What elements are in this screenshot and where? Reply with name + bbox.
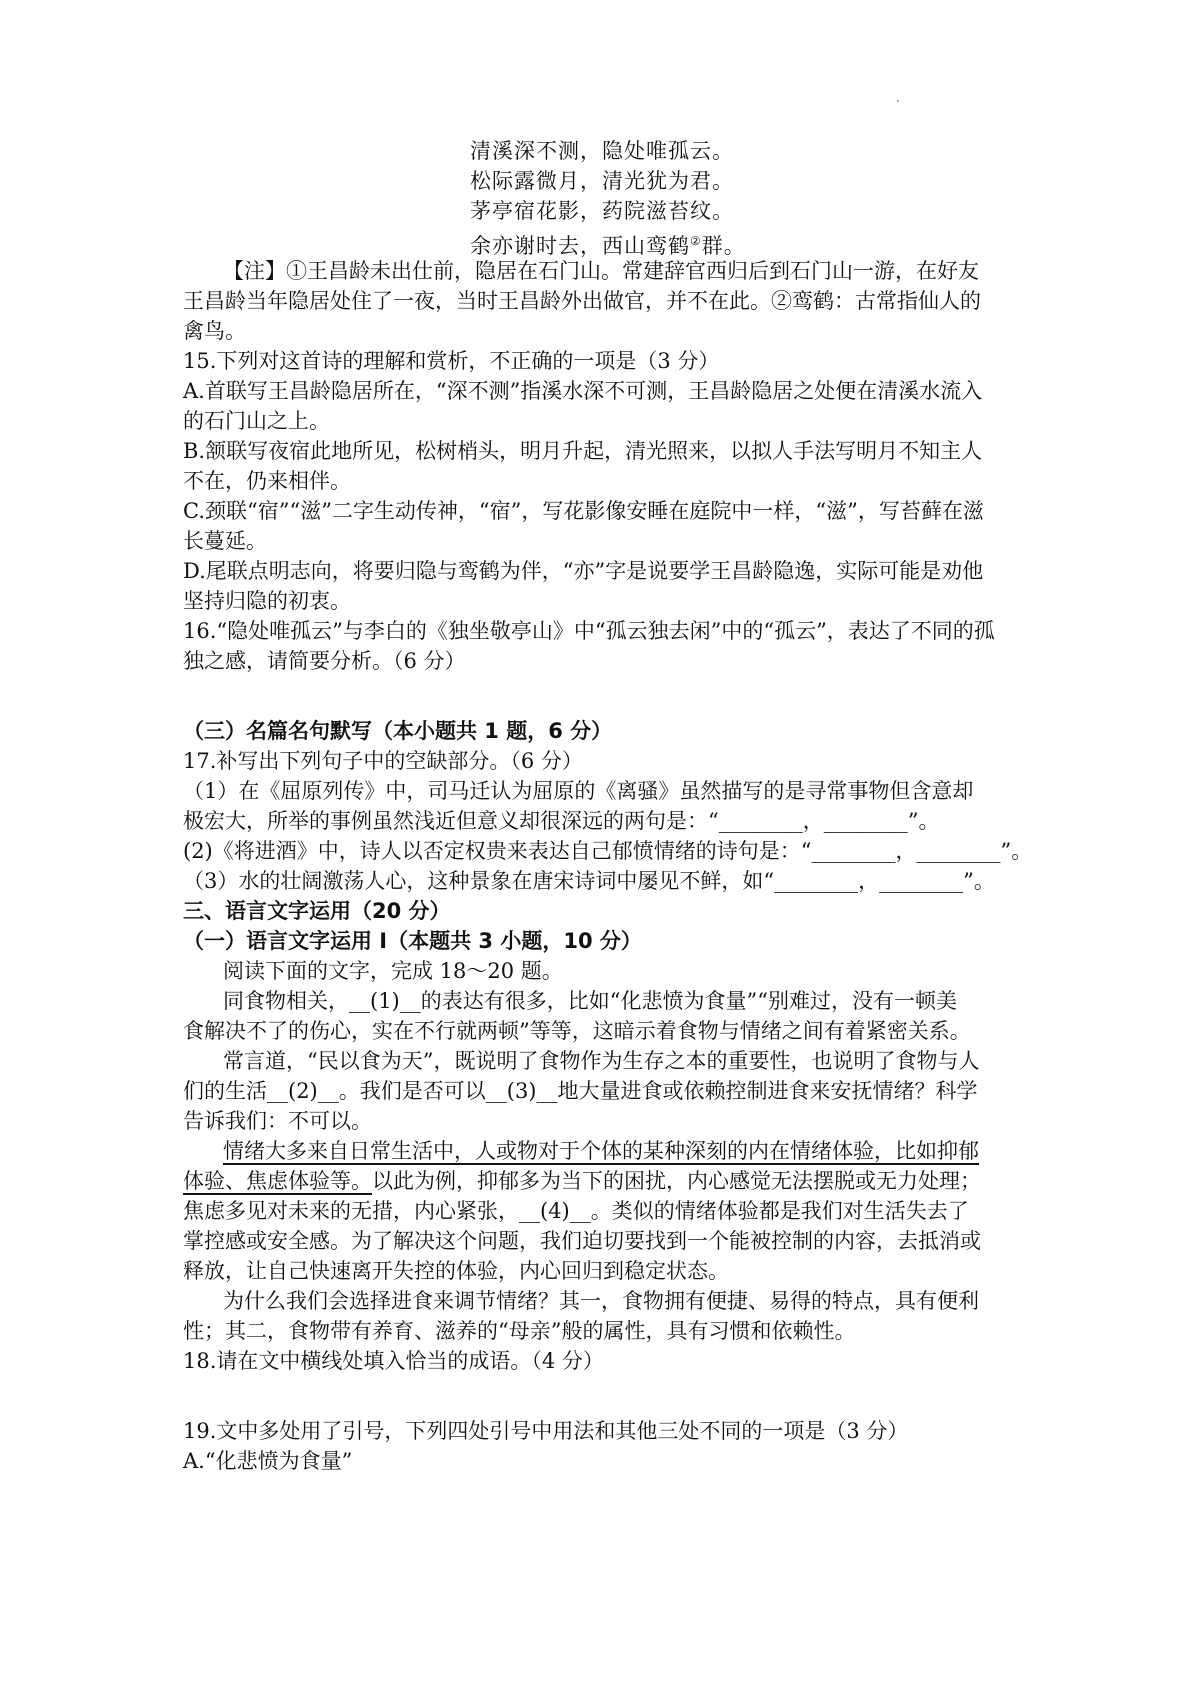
section-heading-language-use: 三、语言文字运用（20 分）	[183, 899, 451, 923]
q15-option-b-1: B.颔联写夜宿此地所见，松树梢头，明月升起，清光照来，以拟人手法写明月不知主人	[183, 439, 983, 463]
q17-part-1-b: 极宏大，所举的事例虽然浅近但意义却很深远的两句是：“________，________”。	[183, 809, 940, 833]
passage-intro: 阅读下面的文字，完成 18～20 题。	[223, 959, 563, 983]
passage-p4-b: 性；其二，食物带有养育、滋养的“母亲”般的属性，具有习惯和依赖性。	[183, 1319, 856, 1343]
note-line-1: 【注】①王昌龄未出仕前，隐居在石门山。常建辞官西归后到石门山一游，在好友	[223, 259, 979, 283]
q17-part-2: (2)《将进酒》中，诗人以否定权贵来表达自己郁愤情绪的诗句是：“________，________”。	[183, 839, 1033, 863]
passage-p4-a: 为什么我们会选择进食来调节情绪？其一，食物拥有便捷、易得的特点，具有便利	[223, 1289, 979, 1313]
passage-p3-a-underlined: 情绪大多来自日常生活中，人或物对于个体的某种深刻的内在情绪体验，比如抑郁	[223, 1139, 979, 1163]
note-line-3: 禽鸟。	[183, 319, 246, 343]
scan-speck	[897, 100, 899, 102]
poem-line-4-text: 余亦谢时去，西山鸾鹤	[470, 234, 690, 258]
passage-p2-b: 们的生活__(2)__。我们是否可以__(3)__地大量进食或依赖控制进食来安抚情绪？科学	[183, 1079, 978, 1103]
passage-p3-e: 释放，让自己快速离开失控的体验，内心回归到稳定状态。	[183, 1259, 729, 1283]
q17-part-1-a: （1）在《屈原列传》中，司马迁认为屈原的《离骚》虽然描写的是寻常事物但含意却	[183, 779, 974, 803]
subsection-heading-language-use-1: （一）语言文字运用 I（本题共 3 小题，10 分）	[183, 929, 642, 953]
passage-p1-a: 同食物相关，__(1)__的表达有很多，比如“化悲愤为食量”“别难过，没有一顿美	[223, 989, 957, 1013]
q15-option-c-2: 长蔓延。	[183, 529, 267, 553]
q16-line-1: 16.“隐处唯孤云”与李白的《独坐敬亭山》中“孤云独去闲”中的“孤云”，表达了不同的孤	[183, 619, 995, 643]
poem-line-3: 茅亭宿花影，药院滋苔纹。	[470, 199, 734, 223]
q18-stem: 18.请在文中横线处填入恰当的成语。（4 分）	[183, 1349, 604, 1373]
q15-option-a-2: 的石门山之上。	[183, 409, 330, 433]
passage-p3-b	[183, 1166, 1043, 1196]
poem-line-4-end: 群。	[701, 234, 746, 258]
q19-stem: 19.文中多处用了引号，下列四处引号中用法和其他三处不同的一项是（3 分）	[183, 1419, 909, 1443]
footnote-marker: ②	[690, 234, 702, 248]
q16-line-2: 独之感，请简要分析。（6 分）	[183, 649, 466, 673]
q15-stem: 15.下列对这首诗的理解和赏析，不正确的一项是（3 分）	[183, 349, 720, 373]
passage-p3-d: 掌控感或安全感。为了解决这个问题，我们迫切要找到一个能被控制的内容，去抵消或	[183, 1229, 981, 1253]
passage-p1-b: 食解决不了的伤心，实在不行就两顿”等等，这暗示着食物与情绪之间有着紧密关系。	[183, 1019, 971, 1043]
poem-line-2: 松际露微月，清光犹为君。	[470, 169, 734, 193]
passage-p2-a: 常言道，“民以食为天”，既说明了食物作为生存之本的重要性，也说明了食物与人	[223, 1049, 980, 1073]
q17-part-3: （3）水的壮阔激荡人心，这种景象在唐宋诗词中屡见不鲜，如“________，________”。	[183, 869, 995, 893]
q15-option-a-1: A.首联写王昌龄隐居所在，“深不测”指溪水深不可测，王昌龄隐居之处便在清溪水流入	[183, 379, 983, 403]
q19-option-a: A.“化悲愤为食量”	[183, 1449, 353, 1473]
q15-option-b-2: 不在，仍来相伴。	[183, 469, 351, 493]
passage-p2-c: 告诉我们：不可以。	[183, 1109, 372, 1133]
underlined-sentence-end: 体验、焦虑体验等。	[183, 1169, 372, 1193]
note-line-2: 王昌龄当年隐居处住了一夜，当时王昌龄外出做官，并不在此。②鸾鹤：古常指仙人的	[183, 289, 981, 313]
poem-line-1: 清溪深不测，隐处唯孤云。	[470, 139, 734, 163]
q15-option-c-1: C.颈联“宿”“滋”二字生动传神，“宿”，写花影像安睡在庭院中一样，“滋”，写苔藓在滋	[183, 499, 984, 523]
q15-option-d-2: 坚持归隐的初衷。	[183, 589, 351, 613]
q15-option-d-1: D.尾联点明志向，将要归隐与鸾鹤为伴，“亦”字是说要学王昌龄隐逸，实际可能是劝他	[183, 559, 984, 583]
passage-p3-c: 焦虑多见对未来的无措，内心紧张，__(4)__。类似的情绪体验都是我们对生活失去了	[183, 1199, 969, 1223]
q17-stem: 17.补写出下列句子中的空缺部分。（6 分）	[183, 749, 583, 773]
section-heading-famous-lines: （三）名篇名句默写（本小题共 1 题，6 分）	[183, 719, 613, 743]
passage-p3-b-rest: 以此为例，抑郁多为当下的困扰，内心感觉无法摆脱或无力处理；	[372, 1169, 981, 1193]
